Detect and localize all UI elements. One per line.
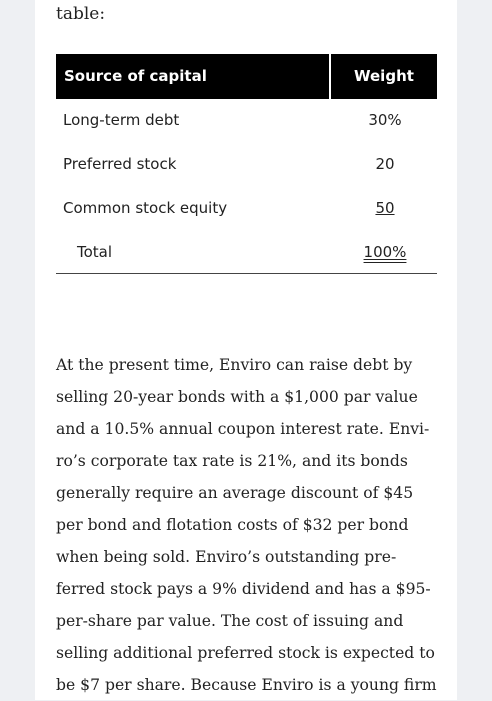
table-header [56, 54, 437, 99]
paragraph-line: selling additional preferred stock is expected to [56, 644, 435, 662]
paragraph-line: ro’s corporate tax rate is 21%, and its bonds [56, 452, 408, 470]
paragraph-line: and a 10.5% annual coupon interest rate. Envi- [56, 420, 430, 438]
row-weight-total: 100% [363, 243, 407, 261]
row-label-long-term-debt: Long-term debt [63, 111, 180, 129]
row-weight-preferred-stock: 20 [375, 155, 395, 173]
paragraph-line: selling 20-year bonds with a $1,000 par value [56, 388, 418, 406]
paragraph-line: per bond and flotation costs of $32 per bond [56, 516, 409, 534]
header-weight: Weight [354, 67, 414, 85]
row-label-preferred-stock: Preferred stock [63, 155, 177, 173]
row-weight-long-term-debt: 30% [368, 111, 402, 129]
paragraph-line: At the present time, Enviro can raise debt by [56, 356, 413, 374]
paragraph-line: generally require an average discount of $45 [56, 484, 414, 502]
table-bottom-rule [56, 273, 437, 274]
row-weight-common-stock-equity: 50 [375, 199, 395, 217]
header-source-of-capital: Source of capital [64, 67, 207, 85]
row-label-common-stock-equity: Common stock equity [63, 199, 228, 217]
body-paragraph [56, 349, 441, 701]
header-column-divider [329, 54, 331, 99]
paragraph-line: per-share par value. The cost of issuing and [56, 612, 404, 630]
intro-text: table: [56, 4, 106, 24]
row-label-total: Total [77, 243, 113, 261]
paragraph-line: when being sold. Enviro’s outstanding pre- [56, 548, 397, 566]
paragraph-line: ferred stock pays a 9% dividend and has a $95- [56, 580, 431, 598]
paragraph-line: be $7 per share. Because Enviro is a young firm [56, 676, 437, 694]
